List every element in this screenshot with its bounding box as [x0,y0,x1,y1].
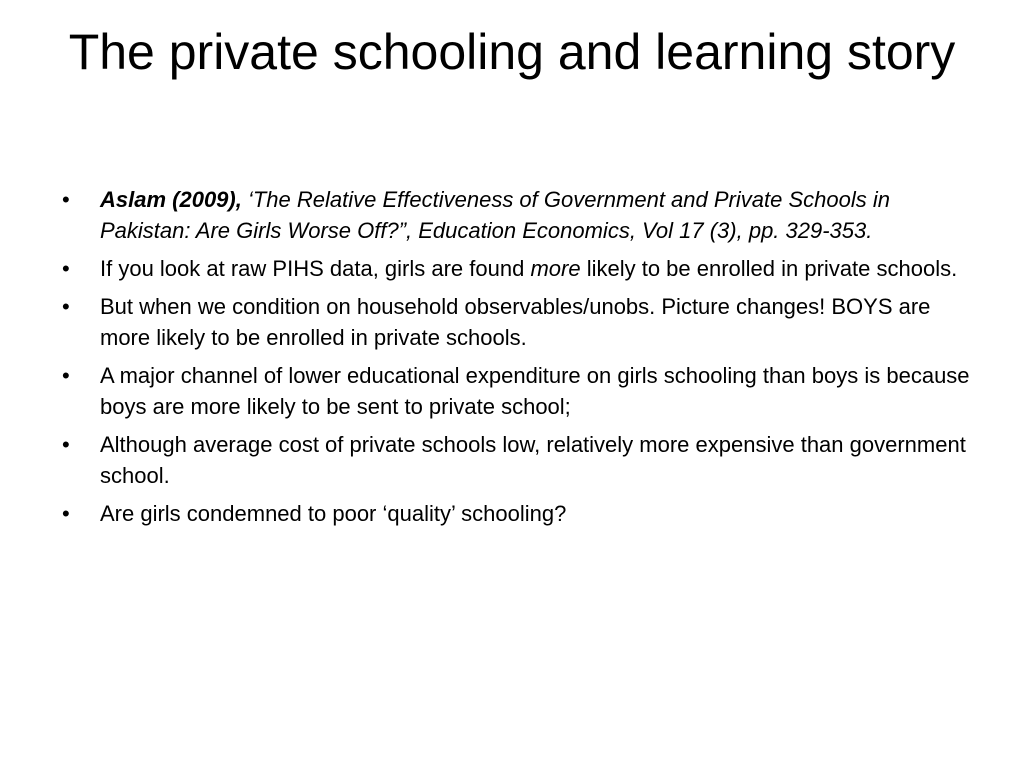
bullet-item-channel [60,360,970,422]
bullet-text: Although average cost of private schools low, relatively more expensive than government school. [100,432,966,488]
bullet-icon: • [62,187,70,212]
slide-title: The private schooling and learning story [68,24,956,80]
bullet-text-before: If you look at raw PIHS data, girls are found [100,256,531,281]
bullet-text-after: likely to be enrolled in private schools. [580,256,958,281]
bullet-item-raw-data [60,253,970,284]
bullet-icon: • [62,501,70,526]
bullet-icon: • [62,256,70,281]
bullet-text-emphasis: more [530,256,581,281]
bullet-icon: • [62,363,70,388]
bullet-text: Are girls condemned to poor ‘quality’ schooling? [100,501,567,526]
bullet-text: A major channel of lower educational expenditure on girls schooling than boys is because boys are more likely to be sent to private school; [100,363,970,419]
bullet-item-condition [60,291,970,353]
bullet-icon: • [62,294,70,319]
bullet-item-citation [60,184,970,246]
bullet-item-question [60,498,970,529]
bullet-text: But when we condition on household observables/unobs. Picture changes! BOYS are more likely to be enrolled in private schools. [100,294,931,350]
citation-author: Aslam (2009), [100,187,242,212]
bullet-list [60,184,970,536]
bullet-item-cost [60,429,970,491]
bullet-icon: • [62,432,70,457]
citation-reference: ‘The Relative Effectiveness of Government and Private Schools in Pakistan: Are Girls Worse Off?”, Education Economics, Vol 17 (3), pp. 329-353. [100,187,890,243]
